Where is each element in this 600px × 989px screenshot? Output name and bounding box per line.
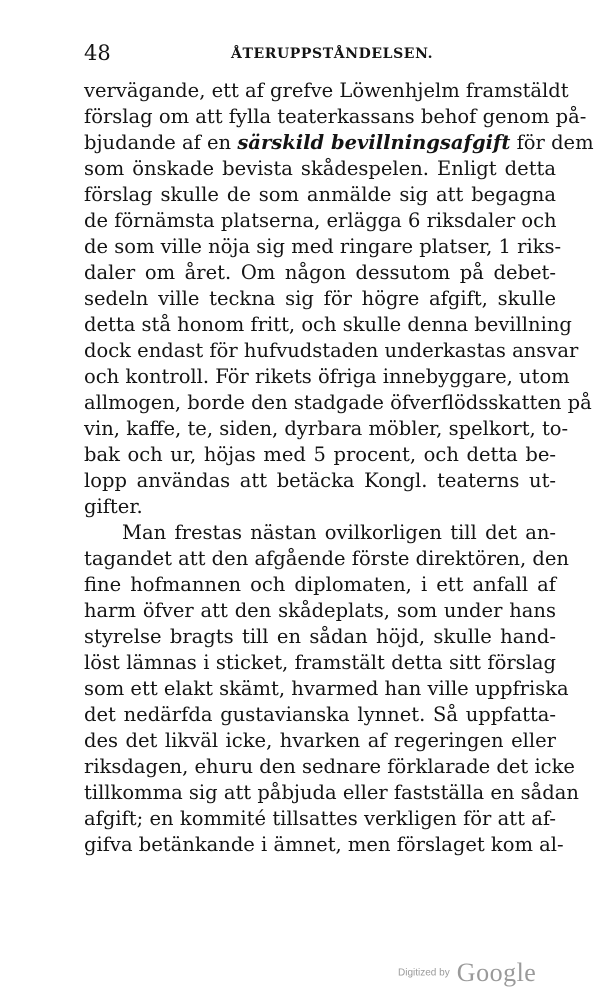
paragraph-end-line: gifter. [84,495,143,518]
text-line: afgift; en kommité tillsattes verkligen för att af- [84,807,556,830]
text-line: de förnämsta platserna, erlägga 6 riksdaler och [84,209,557,232]
text-line: detta stå honom fritt, och skulle denna bevillning [84,313,572,336]
text-line: styrelse bragts till en sådan höjd, skulle hand- [84,625,556,648]
body-text [84,78,594,858]
paragraph-start-line: Man frestas nästan ovilkorligen till det an- [122,521,556,544]
digitization-watermark [398,958,536,988]
text-line: harm öfver att den skådeplats, som under hans [84,599,556,622]
google-logo: Google [456,958,537,987]
text-line: det nedärfda gustavianska lynnet. Så uppfatta- [84,703,556,726]
text-line: förslag om att fylla teaterkassans behof genom på- [84,105,587,128]
text-line: des det likväl icke, hvarken af regeringen eller [84,729,556,752]
text-line: lopp användas att betäcka Kongl. teaterns ut- [84,469,556,492]
text-line: och kontroll. För rikets öfriga innebyggare, utom [84,365,570,388]
running-title: ÅTERUPPSTÅNDELSEN. [231,46,434,62]
text-line: tillkomma sig att påbjuda eller fastställa en sådan [84,781,579,804]
text-line: löst lämnas i sticket, framstält detta sitt förslag [84,651,556,674]
emphasized-phrase: särskild bevillningsafgift [237,131,511,154]
text-line: som önskade bevista skådespelen. Enligt detta [84,157,556,180]
text-line: de som ville nöja sig med ringare platser, 1 riks- [84,235,562,258]
text-line: förslag skulle de som anmälde sig att begagna [84,183,556,206]
text-line: gifva betänkande i ämnet, men förslaget kom al- [84,833,564,856]
text-line: daler om året. Om någon dessutom på debet- [84,261,556,284]
text-line-start: bjudande af en [84,131,238,154]
text-line: vin, kaffe, te, siden, dyrbara möbler, spelkort, to- [84,417,569,440]
text-line: som ett elakt skämt, hvarmed han ville uppfriska [84,677,569,700]
text-line: fine hofmannen och diplomaten, i ett anfall af [84,573,556,596]
text-line [84,130,594,156]
text-line-end: för dem [510,131,594,154]
page-number: 48 [84,41,111,65]
text-line: allmogen, borde den stadgade öfverflödsskatten på [84,391,592,414]
text-line: sedeln ville teckna sig för högre afgift, skulle [84,287,556,310]
text-line: riksdagen, ehuru den sednare förklarade det icke [84,755,575,778]
text-line: dock endast för hufvudstaden underkastas ansvar [84,339,579,362]
text-line: bak och ur, höjas med 5 procent, och detta be- [84,443,556,466]
text-line: tagandet att den afgående förste direktören, den [84,547,569,570]
running-head [84,40,556,66]
digitized-by-label: Digitized by [398,967,450,979]
text-line: vervägande, ett af grefve Löwenhjelm framstäldt [84,79,569,102]
